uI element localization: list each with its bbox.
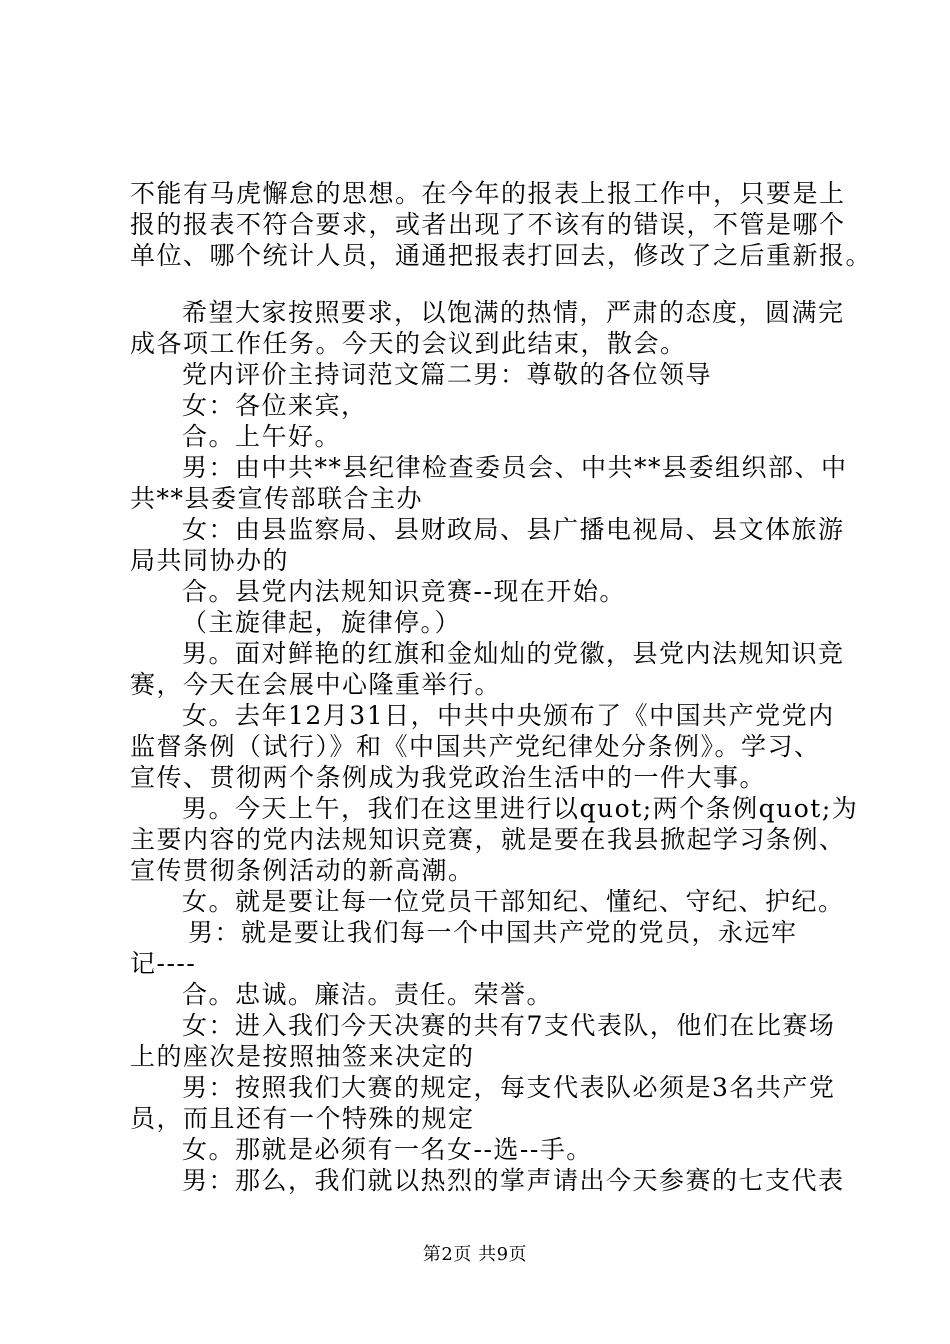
text-line: 女：由县监察局、县财政局、县广播电视局、县文体旅游 bbox=[182, 515, 845, 544]
text-line: 男。面对鲜艳的红旗和金灿灿的党徽，县党内法规知识竞 bbox=[182, 639, 845, 668]
text-line: 共**县委宣传部联合主办 bbox=[130, 484, 424, 513]
paragraph-gap bbox=[130, 271, 842, 297]
text-line: 主要内容的党内法规知识竞赛，就是要在我县掀起学习条例、 bbox=[130, 825, 846, 854]
text-line: 希望大家按照要求，以饱满的热情，严肃的态度，圆满完 bbox=[182, 298, 845, 327]
text-line: 记---- bbox=[130, 949, 197, 978]
text-line: 成各项工作任务。今天的会议到此结束，散会。 bbox=[130, 329, 687, 358]
text-line: 男：由中共**县纪律检查委员会、中共**县委组织部、中 bbox=[182, 453, 848, 482]
text-line: 女。就是要让每一位党员干部知纪、懂纪、守纪、护纪。 bbox=[182, 887, 845, 916]
text-line: （主旋律起，旋律停。） bbox=[182, 608, 462, 637]
text-line: 赛，今天在会展中心隆重举行。 bbox=[130, 670, 502, 699]
text-line: 女。那就是必须有一名女--选--手。 bbox=[182, 1135, 593, 1164]
text-line: 男。今天上午，我们在这里进行以quot;两个条例quot;为 bbox=[182, 794, 859, 823]
text-line: 上的座次是按照抽签来决定的 bbox=[130, 1042, 475, 1071]
text-line: 监督条例（试行）》和《中国共产党纪律处分条例》。学习、 bbox=[130, 732, 821, 761]
text-line: 合。县党内法规知识竞赛--现在开始。 bbox=[182, 577, 626, 606]
text-line: 单位、哪个统计人员，通通把报表打回去，修改了之后重新报。 bbox=[130, 241, 873, 270]
text-line: 宣传、贯彻两个条例成为我党政治生活中的一件大事。 bbox=[130, 763, 767, 792]
text-line: 女。去年12月31日，中共中央颁布了《中国共产党党内 bbox=[182, 701, 835, 730]
text-line: 不能有马虎懈怠的思想。在今年的报表上报工作中，只要是上 bbox=[130, 179, 846, 208]
document-body bbox=[130, 178, 873, 1196]
text-line: 男：那么，我们就以热烈的掌声请出今天参赛的七支代表 bbox=[182, 1166, 845, 1195]
text-line: 员，而且还有一个特殊的规定 bbox=[130, 1104, 475, 1133]
text-line: 女：进入我们今天决赛的共有7支代表队，他们在比赛场 bbox=[182, 1011, 836, 1040]
text-line: 男：按照我们大赛的规定，每支代表队必须是3名共产党 bbox=[182, 1073, 836, 1102]
text-line: 宣传贯彻条例活动的新高潮。 bbox=[130, 856, 475, 885]
text-line: 党内评价主持词范文篇二男：尊敬的各位领导 bbox=[182, 360, 713, 389]
text-line: 男：就是要让我们每一个中国共产党的党员，永远牢 bbox=[188, 918, 798, 947]
text-line: 局共同协办的 bbox=[130, 546, 290, 575]
text-line: 女：各位来宾， bbox=[182, 391, 368, 420]
text-line: 合。忠诚。廉洁。责任。荣誉。 bbox=[182, 980, 554, 1009]
text-line: 合。上午好。 bbox=[182, 422, 342, 451]
page-footer: 第2页 共9页 bbox=[422, 1244, 528, 1265]
text-line: 报的报表不符合要求，或者出现了不该有的错误，不管是哪个 bbox=[130, 210, 846, 239]
